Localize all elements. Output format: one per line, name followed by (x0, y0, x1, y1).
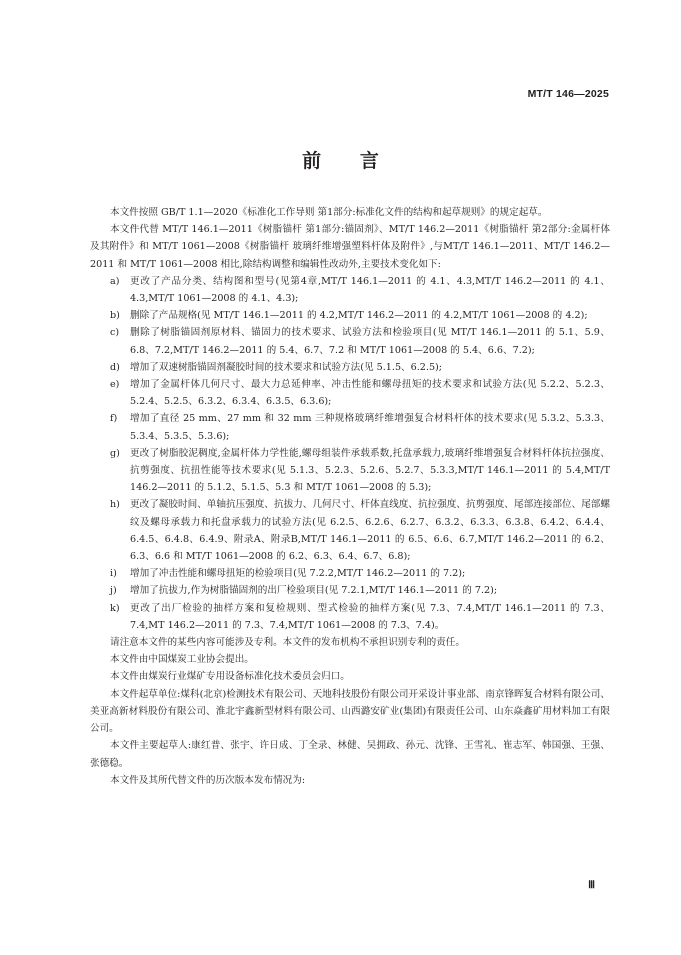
change-item-d (90, 359, 610, 376)
change-item-j (90, 582, 610, 599)
title-char-1: 前 (302, 150, 322, 172)
change-item-e (90, 376, 610, 410)
change-item-f (90, 410, 610, 444)
item-marker: f) (110, 413, 118, 425)
page-title (0, 146, 681, 173)
paragraph-replaces: 本文件代替 MT/T 146.1—2011《树脂锚杆 第1部分:锚固剂》、MT/T 146.2—2011《树脂锚杆 第2部分:金属杆体及其附件》和 MT/T 1061—2008《树脂锚杆 玻璃纤维增强塑料杆体及附件》,与MT/T 146.1—2011、MT/T 146.2—2011 和 MT/T 1061—2008 相比,除结构调整和编辑性改动外,主要技术变化如下: (90, 224, 610, 270)
change-item-c (90, 324, 610, 358)
paragraph-drafting-units: 本文件起草单位:煤科(北京)检测技术有限公司、天地科技股份有限公司开采设计事业部、南京锋晖复合材料有限公司、美亚高新材料股份有限公司、淮北宇鑫新型材料有限公司、山西潞安矿业(集团)有限责任公司、山东焱鑫矿用材料加工有限公司。 (90, 688, 610, 735)
paragraph-version-history: 本文件及其所代替文件的历次版本发布情况为: (110, 774, 306, 786)
item-marker: c) (110, 327, 120, 339)
item-marker: k) (110, 602, 120, 614)
item-marker: e) (110, 379, 120, 391)
change-item-i (90, 565, 610, 582)
item-text: 删除了产品规格(见 MT/T 146.1—2011 的 4.2,MT/T 146.2—2011 的 4.2,MT/T 1061—2008 的 4.2); (130, 310, 588, 322)
item-marker: h) (110, 499, 120, 511)
item-marker: g) (110, 447, 120, 459)
title-char-2: 言 (359, 150, 379, 172)
change-item-h (90, 496, 610, 565)
item-text: 增加了双速树脂锚固剂凝胶时间的技术要求和试验方法(见 5.1.5、6.2.5); (130, 361, 443, 373)
item-marker: d) (110, 361, 120, 373)
item-text: 更改了出厂检验的抽样方案和复检规则、型式检验的抽样方案(见 7.3、7.4,MT/T 146.1—2011 的 7.3、7.4,MT 146.2—2011 的 7.3、7.4,MT/T 1061—2008 的 7.3、7.4)。 (130, 602, 610, 631)
change-item-a (90, 273, 610, 307)
document-code-header: MT/T 146—2025 (527, 88, 609, 100)
item-text: 更改了树脂胶泥稠度,金属杆体力学性能,螺母组装件承载系数,托盘承载力,玻璃纤维增强复合材料杆体抗拉强度、抗剪强度、抗扭性能等技术要求(见 5.1.3、5.2.3、5.2.6、5.2.7、5.3.3,MT/T 146.1—2011 的 5.4,MT/T 146.2—2011 的 5.1.2、5.1.5、5.3 和 MT/T 1061—2008 的 5.3); (130, 447, 610, 494)
item-text: 增加了直径 25 mm、27 mm 和 32 mm 三种规格玻璃纤维增强复合材料杆体的技术要求(见 5.3.2、5.3.3、5.3.4、5.3.5、5.3.6); (130, 413, 610, 442)
item-text: 增加了抗拔力,作为树脂锚固剂的出厂检验项目(见 7.2.1,MT/T 146.1—2011 的 7.2); (130, 585, 498, 597)
paragraph-proposed-by: 本文件由中国煤炭工业协会提出。 (110, 654, 254, 666)
item-marker: j) (110, 585, 117, 597)
item-marker: b) (110, 310, 120, 322)
page-number: Ⅲ (588, 880, 595, 891)
item-marker: i) (110, 568, 117, 580)
foreword-body (90, 204, 610, 789)
item-marker: a) (110, 275, 120, 287)
item-text: 更改了凝胶时间、单轴抗压强度、抗拔力、几何尺寸、杆体直线度、抗拉强度、抗剪强度、尾部连接部位、尾部螺纹及螺母承载力和托盘承载力的试验方法(见 6.2.5、6.2.6、6.2.7、6.3.2、6.3.3、6.3.8、6.4.2、6.4.4、6.4.5、6.4.8、6.4.9、附录A、附录B,MT/T 146.1—2011 的 6.5、6.6、6.7,MT/T 146.2—2011 的 6.2、6.3、6.6 和 MT/T 1061—2008 的 6.2、6.3、6.4、6.7、6.8); (130, 499, 610, 563)
item-text: 增加了冲击性能和螺母扭矩的检验项目(见 7.2.2,MT/T 146.2—2011 的 7.2); (130, 568, 466, 580)
paragraph-patent-notice: 请注意本文件的某些内容可能涉及专利。本文件的发布机构不承担识别专利的责任。 (110, 637, 465, 649)
change-item-b (90, 307, 610, 324)
change-item-g (90, 445, 610, 497)
item-text: 增加了金属杆体几何尺寸、最大力总延伸率、冲击性能和螺母扭矩的技术要求和试验方法(见 5.2.2、5.2.3、5.2.4、5.2.5、6.3.2、6.3.4、6.3.5、6.3.6); (130, 379, 610, 408)
change-item-k (90, 600, 610, 634)
paragraph-committee: 本文件由煤炭行业煤矿专用设备标准化技术委员会归口。 (110, 671, 350, 683)
paragraph-drafting-rules: 本文件按照 GB/T 1.1—2020《标准化工作导则 第1部分:标准化文件的结构和起草规则》的规定起草。 (110, 207, 548, 218)
item-text: 删除了树脂锚固剂原材料、锚固力的技术要求、试验方法和检验项目(见 MT/T 146.1—2011 的 5.1、5.9、6.8、7.2,MT/T 146.2—2011 的 5.4、6.7、7.2 和 MT/T 1061—2008 的 5.4、6.6、7.2); (130, 327, 610, 356)
item-text: 更改了产品分类、结构图和型号(见第4章,MT/T 146.1—2011 的 4.1、4.3,MT/T 146.2—2011 的 4.1、4.3,MT/T 1061—2008 的 4.1、4.3); (130, 275, 610, 305)
paragraph-drafters: 本文件主要起草人:康红普、张宇、许日成、丁全录、林健、吴拥政、孙元、沈锋、王雪礼、崔志军、韩国强、王强、张德稳。 (90, 740, 610, 769)
